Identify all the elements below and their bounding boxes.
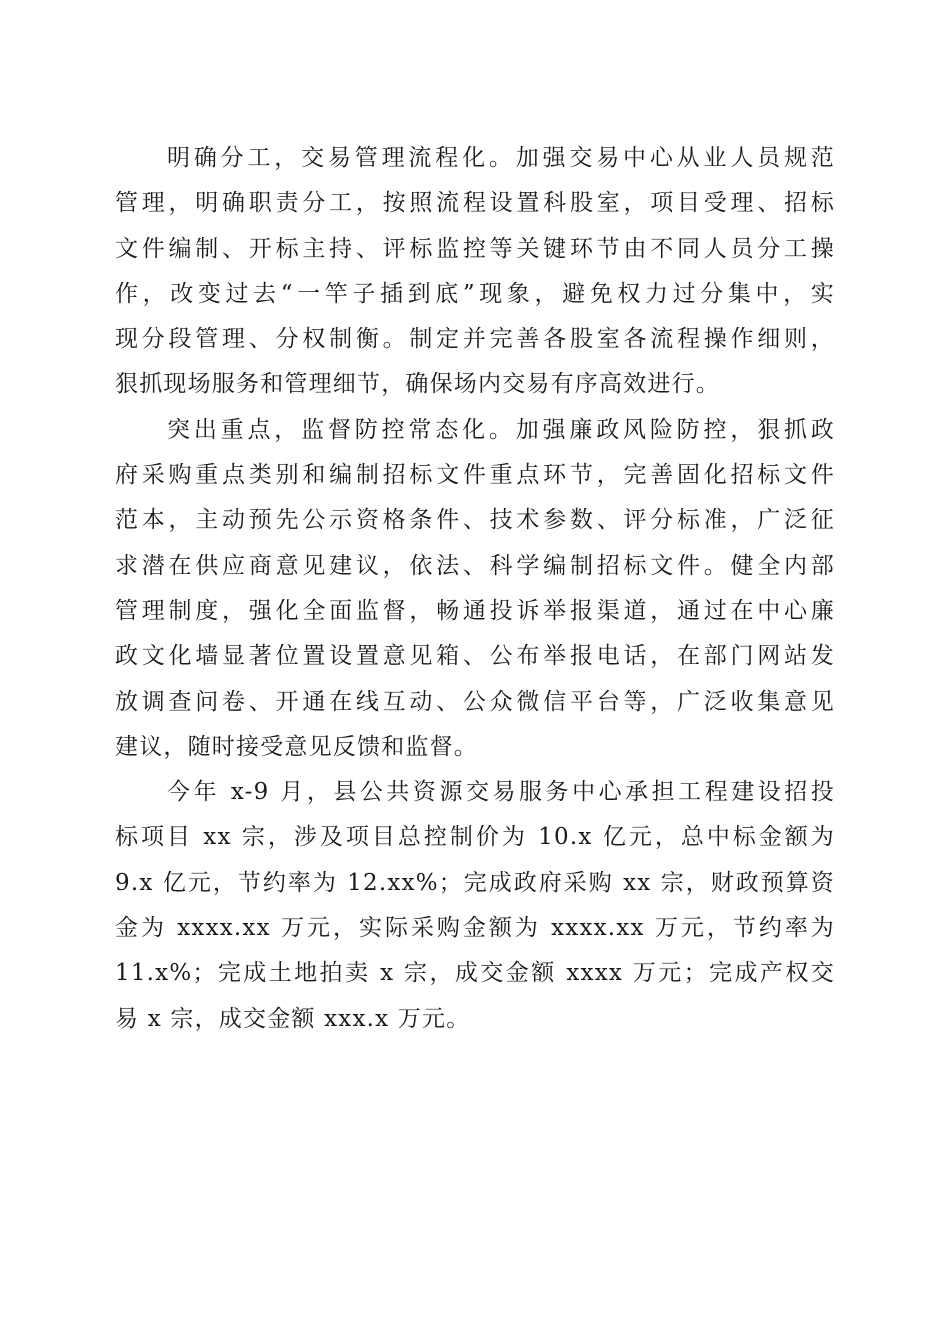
document-body bbox=[115, 136, 835, 1042]
text-line: 府采购重点类别和编制招标文件重点环节，完善固化招标文件 bbox=[115, 462, 835, 489]
text-line: 管理制度，强化全面监督，畅通投诉举报渠道，通过在中心廉 bbox=[115, 597, 835, 624]
text-line: 现分段管理、分权制衡。制定并完善各股室各流程操作细则， bbox=[115, 326, 835, 353]
text-line: 管理，明确职责分工，按照流程设置科股室，项目受理、招标 bbox=[115, 190, 835, 217]
text-line: 突出重点，监督防控常态化。加强廉政风险防控，狠抓政 bbox=[167, 416, 835, 443]
text-line: 文件编制、开标主持、评标监控等关键环节由不同人员分工操 bbox=[115, 235, 835, 262]
paragraph-statistics bbox=[115, 770, 835, 1042]
text-line: 11.x%；完成土地拍卖 x 宗，成交金额 xxxx 万元；完成产权交 bbox=[115, 960, 835, 987]
text-line: 标项目 xx 宗，涉及项目总控制价为 10.x 亿元，总中标金额为 bbox=[115, 824, 835, 851]
text-line: 范本，主动预先公示资格条件、技术参数、评分标准，广泛征 bbox=[115, 507, 835, 534]
text-line: 作，改变过去“一竿子插到底”现象，避免权力过分集中，实 bbox=[115, 280, 835, 307]
text-line: 易 x 宗，成交金额 xxx.x 万元。 bbox=[115, 1005, 471, 1032]
text-line: 金为 xxxx.xx 万元，实际采购金额为 xxxx.xx 万元，节约率为 bbox=[115, 915, 835, 942]
text-line: 放调查问卷、开通在线互动、公众微信平台等，广泛收集意见 bbox=[115, 688, 835, 715]
paragraph-division-of-labor bbox=[115, 136, 835, 408]
text-line: 建议，随时接受意见反馈和监督。 bbox=[115, 733, 478, 760]
text-line: 求潜在供应商意见建议，依法、科学编制招标文件。健全内部 bbox=[115, 552, 835, 579]
text-line: 9.x 亿元，节约率为 12.xx%；完成政府采购 xx 宗，财政预算资 bbox=[115, 869, 835, 896]
paragraph-supervision bbox=[115, 408, 835, 770]
text-line: 狠抓现场服务和管理细节，确保场内交易有序高效进行。 bbox=[115, 371, 720, 398]
text-line: 政文化墙显著位置设置意见箱、公布举报电话，在部门网站发 bbox=[115, 643, 835, 670]
text-line: 今年 x-9 月，县公共资源交易服务中心承担工程建设招投 bbox=[167, 779, 835, 806]
text-line: 明确分工，交易管理流程化。加强交易中心从业人员规范 bbox=[167, 145, 835, 171]
